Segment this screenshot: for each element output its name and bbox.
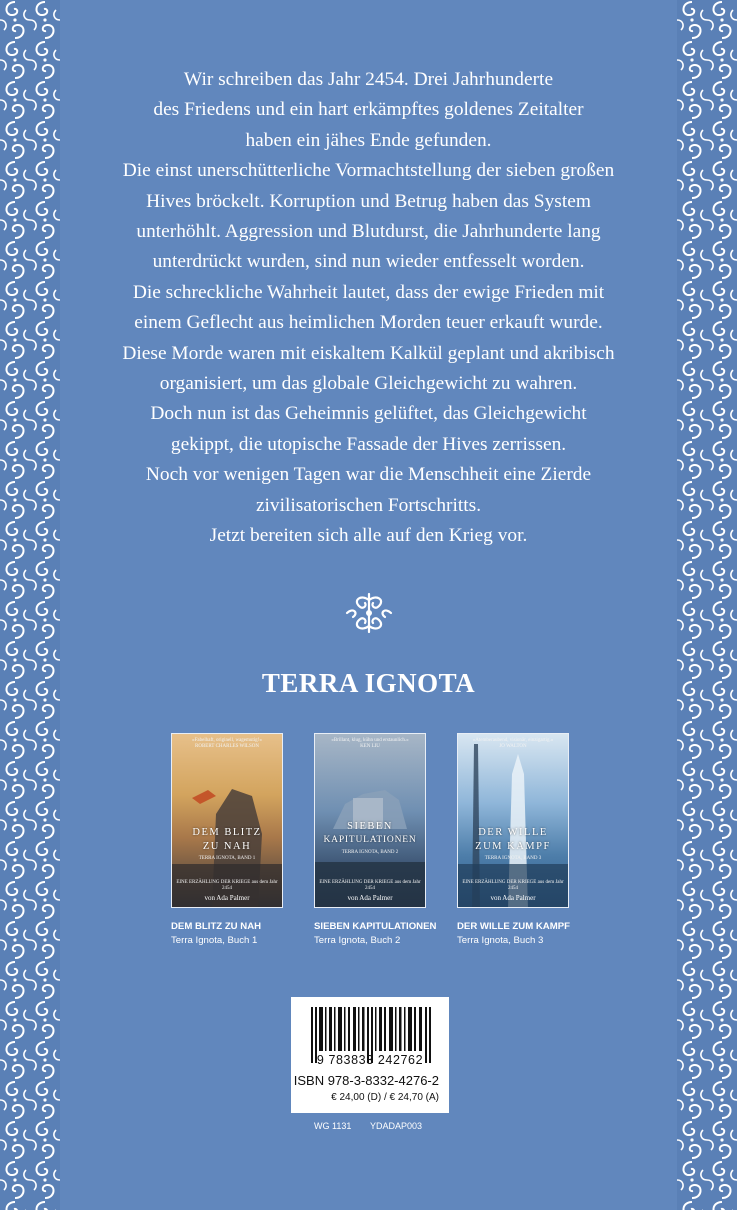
cover-title-line-2: ZU NAH — [202, 841, 252, 852]
book-caption-2 — [314, 920, 454, 948]
book-cover-2[interactable] — [314, 733, 426, 908]
blurb-line: Die einst unerschütterliche Vormachtstellung der sieben großen — [122, 160, 615, 182]
right-scroll-pattern — [677, 0, 737, 1210]
cover-author-2: von Ada Palmer — [347, 894, 393, 902]
blurb-line: Noch vor wenigen Tagen war die Menschheit eine Zierde — [145, 464, 592, 486]
series-title: TERRA IGNOTA — [261, 668, 476, 698]
book-cover-3[interactable] — [457, 733, 569, 908]
blurb-line: Wir schreiben das Jahr 2454. Drei Jahrhunderte — [183, 69, 554, 90]
blurb-line: Diese Morde waren mit eiskaltem Kalkül geplant und akribisch — [122, 342, 615, 364]
blurb-line: organisiert, um das globale Gleichgewicht zu wahren. — [159, 373, 578, 395]
cover-quote-3: »Atemberaubend, visionär, einzigartig.« — [472, 738, 554, 743]
blurb-line: unterhöhlt. Aggression und Blutdurst, die Jahrhunderte lang — [136, 221, 601, 243]
cover-title-line-2: ZUM KAMPF — [475, 841, 551, 852]
cover-author-1: von Ada Palmer — [204, 894, 250, 902]
blurb-line: Jetzt bereiten sich alle auf den Krieg vor. — [209, 525, 528, 547]
cover-quote-source-3: JO WALTON — [499, 744, 527, 749]
blurb-line: unterdrückt wurden, sind nun wieder entfesselt worden. — [152, 251, 585, 273]
blurb-line: des Friedens und ein hart erkämpftes goldenes Zeitalter — [153, 99, 584, 121]
book-caption-3 — [457, 920, 597, 948]
barcode-panel — [291, 997, 449, 1113]
book-caption-title: SIEBEN KAPITULATIONEN — [314, 921, 437, 932]
blurb-line: Doch nun ist das Geheimnis gelüftet, das Gleichgewicht — [150, 403, 587, 425]
book-cover-1[interactable] — [171, 733, 283, 908]
barcode-digits: 9 783833 242762 — [316, 1053, 424, 1067]
cover-tagline-2: EINE ERZÄHLUNG DER KRIEGE aus dem Jahr 2454 — [319, 880, 421, 891]
cover-tagline-1: EINE ERZÄHLUNG DER KRIEGE aus dem Jahr 2454 — [176, 880, 278, 891]
book-caption-1 — [171, 920, 311, 948]
book-caption-subtitle: Terra Ignota, Buch 1 — [171, 935, 258, 946]
cover-title-line-1: DER WILLE — [478, 827, 548, 838]
cover-series-1: TERRA IGNOTA, BAND 1 — [198, 856, 256, 861]
cover-title-line-2: KAPITULATIONEN — [323, 835, 417, 845]
cover-tagline-3: EINE ERZÄHLUNG DER KRIEGE aus dem Jahr 2454 — [462, 880, 564, 891]
isbn-number: ISBN 978-3-8332-4276-2 — [293, 1073, 439, 1088]
cover-quote-1: »Fabelhaft, originell, wagemutig!« — [192, 738, 262, 743]
left-ornamental-border — [0, 0, 60, 1210]
cover-quote-source-2: KEN LIU — [360, 744, 380, 749]
blurb-line: gekippt, die utopische Fassade der Hives zerrissen. — [170, 433, 567, 455]
cover-series-3: TERRA IGNOTA, BAND 3 — [484, 856, 542, 861]
right-ornamental-border — [677, 0, 737, 1210]
book-caption-subtitle: Terra Ignota, Buch 3 — [457, 935, 544, 946]
blurb-line: einem Geflecht aus heimlichen Morden teuer erkauft wurde. — [134, 312, 603, 334]
blurb-line: zivilisatorischen Fortschritts. — [255, 494, 482, 516]
cover-quote-2: »Brillant, klug, kühn und erstaunlich.« — [331, 738, 409, 743]
blurb-line: haben ein jähes Ende gefunden. — [245, 129, 492, 151]
price-label: € 24,00 (D) / € 24,70 (A) — [331, 1092, 439, 1103]
book-caption-title: DEM BLITZ ZU NAH — [171, 921, 262, 932]
warengruppe-code: WG 1131 — [314, 1121, 352, 1131]
cover-quote-source-1: ROBERT CHARLES WILSON — [195, 744, 259, 749]
blurb-line: Hives bröckelt. Korruption und Betrug haben das System — [146, 190, 591, 212]
cover-title-line-1: DEM BLITZ — [192, 827, 262, 838]
cover-title-line-1: SIEBEN — [347, 821, 393, 832]
left-scroll-pattern — [0, 0, 60, 1210]
cover-series-2: TERRA IGNOTA, BAND 2 — [341, 850, 399, 855]
ornament-icon — [343, 590, 395, 636]
cover-author-3: von Ada Palmer — [490, 894, 536, 902]
blurb-text — [80, 65, 657, 552]
product-code: YDADAP003 — [370, 1121, 423, 1131]
book-caption-subtitle: Terra Ignota, Buch 2 — [314, 935, 401, 946]
blurb-line: Die schreckliche Wahrheit lautet, dass der ewige Frieden mit — [132, 281, 605, 303]
book-caption-title: DER WILLE ZUM KAMPF — [457, 921, 570, 932]
